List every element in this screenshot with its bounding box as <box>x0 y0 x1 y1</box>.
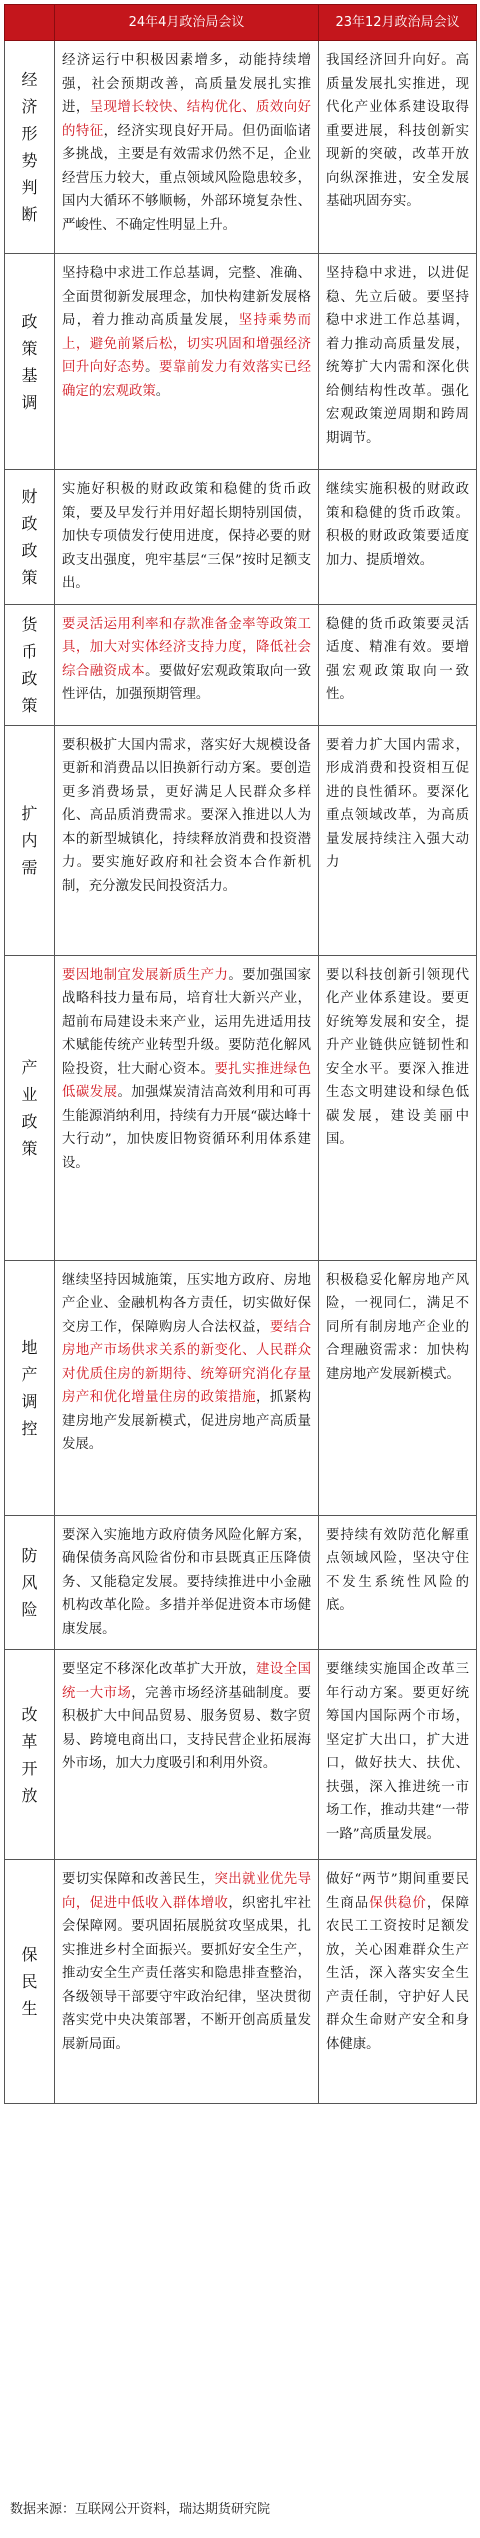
row-label-char: 生 <box>21 1999 38 2018</box>
row-label <box>5 470 55 605</box>
highlight-text: 保供稳价 <box>369 1895 427 1911</box>
cell-dec-2023 <box>319 604 477 725</box>
cell-apr-2024 <box>55 955 319 1260</box>
table-row <box>5 1650 477 1860</box>
cell-dec-2023 <box>319 1260 477 1515</box>
row-label-char: 财 <box>21 486 38 506</box>
table-row <box>5 604 477 725</box>
cell-apr-2024 <box>55 1860 319 2104</box>
row-label-char: 势 <box>21 151 38 170</box>
row-label <box>5 604 55 725</box>
row-label <box>5 1515 55 1650</box>
cell-dec-2023 <box>319 725 477 955</box>
row-label-char: 基 <box>21 365 38 385</box>
row-label <box>5 1260 55 1515</box>
cell-apr-2024 <box>55 725 319 955</box>
row-label <box>5 955 55 1260</box>
row-label-char: 革 <box>21 1731 38 1751</box>
table-header-row <box>5 5 477 41</box>
row-label-char: 策 <box>21 1138 38 1158</box>
body-text: 经济运行中积极因素增多，动能持续增强，社会预期改善，高质量发展扎实推进， <box>62 53 311 115</box>
body-text: 。 <box>145 360 160 375</box>
body-text: 要切实保障和改善民生， <box>62 1872 215 1887</box>
cell-dec-2023 <box>319 1650 477 1860</box>
body-text: ，经济实现良好开局。但仍面临诸多挑战，主要是有效需求仍然不足，企业经营压力较大，重点领域风险隐患较多，国内大循环不够顺畅，外部环境复杂性、严峻性、不确定性明显上升。 <box>62 123 311 233</box>
table-row <box>5 41 477 254</box>
row-label-char: 政 <box>21 513 38 533</box>
row-label-char: 民 <box>21 1972 38 1991</box>
body-text: 继续实施积极的财政政策和稳健的货币政策。积极的财政政策要适度加力、提质增效。 <box>326 482 469 568</box>
body-text: 要坚定不移深化改革扩大开放， <box>62 1662 257 1677</box>
row-label-char: 形 <box>21 124 38 143</box>
body-text: 要深入实施地方政府债务风险化解方案，确保债务高风险省份和市县既真正压降债务、又能稳定发展。要持续推进中小金融机构改革化险。多措并举促进资本市场健康发展。 <box>62 1527 311 1637</box>
row-label-char: 济 <box>21 97 38 116</box>
cell-apr-2024 <box>55 1650 319 1860</box>
highlight-text: 建设全国统一大市场 <box>62 1662 311 1701</box>
highlight-text: 要靠前发力有效落实已经确定的宏观政策 <box>62 360 311 399</box>
row-label-char: 改 <box>21 1704 38 1724</box>
row-label-char: 策 <box>21 695 38 715</box>
table-row <box>5 470 477 605</box>
highlight-text: 要因地制宜发展新质生产力 <box>62 967 229 983</box>
table-row <box>5 1260 477 1515</box>
row-label-char: 产 <box>21 1057 38 1077</box>
row-label-char: 险 <box>21 1599 38 1619</box>
row-label-char: 政 <box>21 1111 38 1131</box>
table-row <box>5 254 477 470</box>
body-text: 。加强煤炭清洁高效利用和可再生能源消纳利用，持续有力开展“碳达峰十大行动”，加快废旧物资循环利用体系建设。 <box>62 1085 311 1171</box>
body-text: 。要做好宏观政策取向一致性评估，加强预期管理。 <box>62 663 311 702</box>
row-label-char: 调 <box>21 392 38 412</box>
body-text: 要以科技创新引领现代化产业体系建设。要更好统筹发展和安全，提升产业链供应链韧性和安全水平。要深入推进生态文明建设和绿色低碳发展，建设美丽中国。 <box>326 967 469 1147</box>
row-label-char: 保 <box>21 1945 38 1964</box>
cell-dec-2023 <box>319 1860 477 2104</box>
body-text: 要着力扩大国内需求，形成消费和投资相互促进的良性循环。要深化重点领域改革，为高质量发展持续注入强大动力 <box>326 737 469 870</box>
table-row <box>5 1860 477 2104</box>
row-label-char: 产 <box>21 1364 38 1384</box>
row-label-char: 调 <box>21 1391 38 1411</box>
highlight-text: 突出就业优先导向，促进中低收入群体增收 <box>62 1872 311 1911</box>
body-text: 我国经济回升向好。高质量发展扎实推进，现代化产业体系建设取得重要进展，科技创新实现新的突破，改革开放向纵深推进，安全发展基础巩固夯实。 <box>326 53 469 209</box>
row-label-char: 政 <box>21 311 38 331</box>
row-label-char: 扩 <box>21 803 38 823</box>
row-label-char: 放 <box>21 1785 38 1805</box>
policy-comparison-table <box>4 4 477 2104</box>
body-text: 实施好积极的财政政策和稳健的货币政策，要及早发行并用好超长期特别国债，加快专项债发行使用进度，保持必要的财政支出强度，兜牢基层“三保”按时足额支出。 <box>62 482 311 591</box>
row-label <box>5 1860 55 2104</box>
cell-dec-2023 <box>319 470 477 605</box>
row-label-char: 开 <box>21 1758 38 1778</box>
body-text: ，保障农民工工资按时足额发放，关心困难群众生产生活，深入落实安全生产责任制，守护好人民群众生命财产安全和身体健康。 <box>326 1895 470 2052</box>
body-text: ，抓紧构建房地产发展新模式，促进房地产高质量发展。 <box>62 1390 311 1452</box>
cell-dec-2023 <box>319 1515 477 1650</box>
cell-dec-2023 <box>319 955 477 1260</box>
body-text: 要继续实施国企改革三年行动方案。要更好统筹国内国际两个市场，坚定扩大出口，扩大进口，做好扶大、扶优、扶强，深入推进统一市场工作，推动共建“一带一路”高质量发展。 <box>326 1662 469 1842</box>
header-apr-2024: 24年4月政治局会议 <box>55 5 319 41</box>
row-label-char: 地 <box>21 1337 38 1357</box>
body-text: 稳健的货币政策要灵活适度、精准有效。要增强宏观政策取向一致性。 <box>326 616 469 702</box>
body-text: 要持续有效防范化解重点领域风险，坚决守住不发生系统性风险的底。 <box>326 1527 469 1613</box>
body-text: ，完善市场经济基础制度。要积极扩大中间品贸易、服务贸易、数字贸易、跨境电商出口，支持民营企业拓展海外市场，加大力度吸引和利用外资。 <box>62 1685 311 1771</box>
source-note: 数据来源：互联网公开资料，瑞达期货研究院 <box>10 2502 271 2517</box>
row-label <box>5 1650 55 1860</box>
row-label-char: 策 <box>21 567 38 587</box>
body-text: 。 <box>155 383 170 399</box>
row-label-char: 内 <box>21 830 38 850</box>
highlight-text: 要结合房地产市场供求关系的新变化、人民群众对优质住房的新期待、统筹研究消化存量房产和优化增量住房的政策措施 <box>62 1319 311 1405</box>
table-row <box>5 725 477 955</box>
body-text: ，织密扎牢社会保障网。要巩固拓展脱贫攻坚成果，扎实推进乡村全面振兴。要抓好安全生产，推动安全生产责任落实和隐患排查整治，各级领导干部要守牢政治纪律，坚决贯彻落实党中央决策部署，不断开创高质量发展新局面。 <box>62 1895 311 2052</box>
row-label-char: 货 <box>21 614 38 634</box>
highlight-text: 要扎实推进绿色低碳发展 <box>62 1061 311 1100</box>
body-text: 继续坚持因城施策，压实地方政府、房地产企业、金融机构各方责任，切实做好保交房工作，保障购房人合法权益， <box>62 1272 311 1335</box>
body-text: 要积极扩大国内需求，落实好大规模设备更新和消费品以旧换新行动方案。要创造更多消费场景，更好满足人民群众多样化、高品质消费需求。要深入推进以人为本的新型城镇化，持续释放消费和投资潜力。要实施好政府和社会资本合作新机制，充分激发民间投资活力。 <box>62 737 311 894</box>
row-label-char: 防 <box>21 1545 38 1565</box>
row-label-char: 策 <box>21 338 38 358</box>
row-label <box>5 254 55 470</box>
row-label-char: 经 <box>21 70 38 89</box>
table-row <box>5 955 477 1260</box>
row-label-char: 币 <box>21 641 38 661</box>
row-label-char: 政 <box>21 540 38 560</box>
row-label <box>5 41 55 254</box>
highlight-text: 要灵活运用利率和存款准备金率等政策工具，加大对实体经济支持力度，降低社会综合融资成本 <box>62 616 311 679</box>
body-text: 。要加强国家战略科技力量布局，培育壮大新兴产业，超前布局建设未来产业，运用先进适用技术赋能传统产业转型升级。要防范化解风险投资，壮大耐心资本。 <box>62 967 311 1077</box>
body-text: 做好“两节”期间重要民生商品 <box>326 1872 469 1911</box>
row-label <box>5 725 55 955</box>
cell-apr-2024 <box>55 254 319 470</box>
cell-apr-2024 <box>55 41 319 254</box>
row-label-char: 政 <box>21 668 38 688</box>
highlight-text: 呈现增长较快、结构优化、质效向好的特征 <box>62 100 311 139</box>
header-dec-2023: 23年12月政治局会议 <box>319 5 477 41</box>
cell-apr-2024 <box>55 1515 319 1650</box>
row-label-char: 需 <box>21 857 38 877</box>
body-text: 积极稳妥化解房地产风险，一视同仁，满足不同所有制房地产企业的合理融资需求：加快构建房地产发展新模式。 <box>326 1272 469 1382</box>
cell-apr-2024 <box>55 604 319 725</box>
row-label-char: 风 <box>21 1572 38 1592</box>
cell-dec-2023 <box>319 41 477 254</box>
document-page <box>4 4 476 2104</box>
body-text: 坚持稳中求进，以进促稳、先立后破。要坚持稳中求进工作总基调，着力推动高质量发展，统筹扩大内需和深化供给侧结构性改革。强化宏观政策逆周期和跨周期调节。 <box>326 266 469 446</box>
cell-dec-2023 <box>319 254 477 470</box>
highlight-text: 坚持乘势而上，避免前紧后松，切实巩固和增强经济回升向好态势 <box>62 313 312 375</box>
header-corner <box>5 5 55 41</box>
cell-apr-2024 <box>55 470 319 605</box>
row-label-char: 断 <box>21 205 38 224</box>
cell-apr-2024 <box>55 1260 319 1515</box>
row-label-char: 业 <box>21 1084 38 1104</box>
body-text: 坚持稳中求进工作总基调，完整、准确、全面贯彻新发展理念，加快构建新发展格局，着力推动高质量发展， <box>62 266 311 328</box>
row-label-char: 控 <box>21 1418 38 1438</box>
row-label-char: 判 <box>21 178 38 197</box>
table-row <box>5 1515 477 1650</box>
